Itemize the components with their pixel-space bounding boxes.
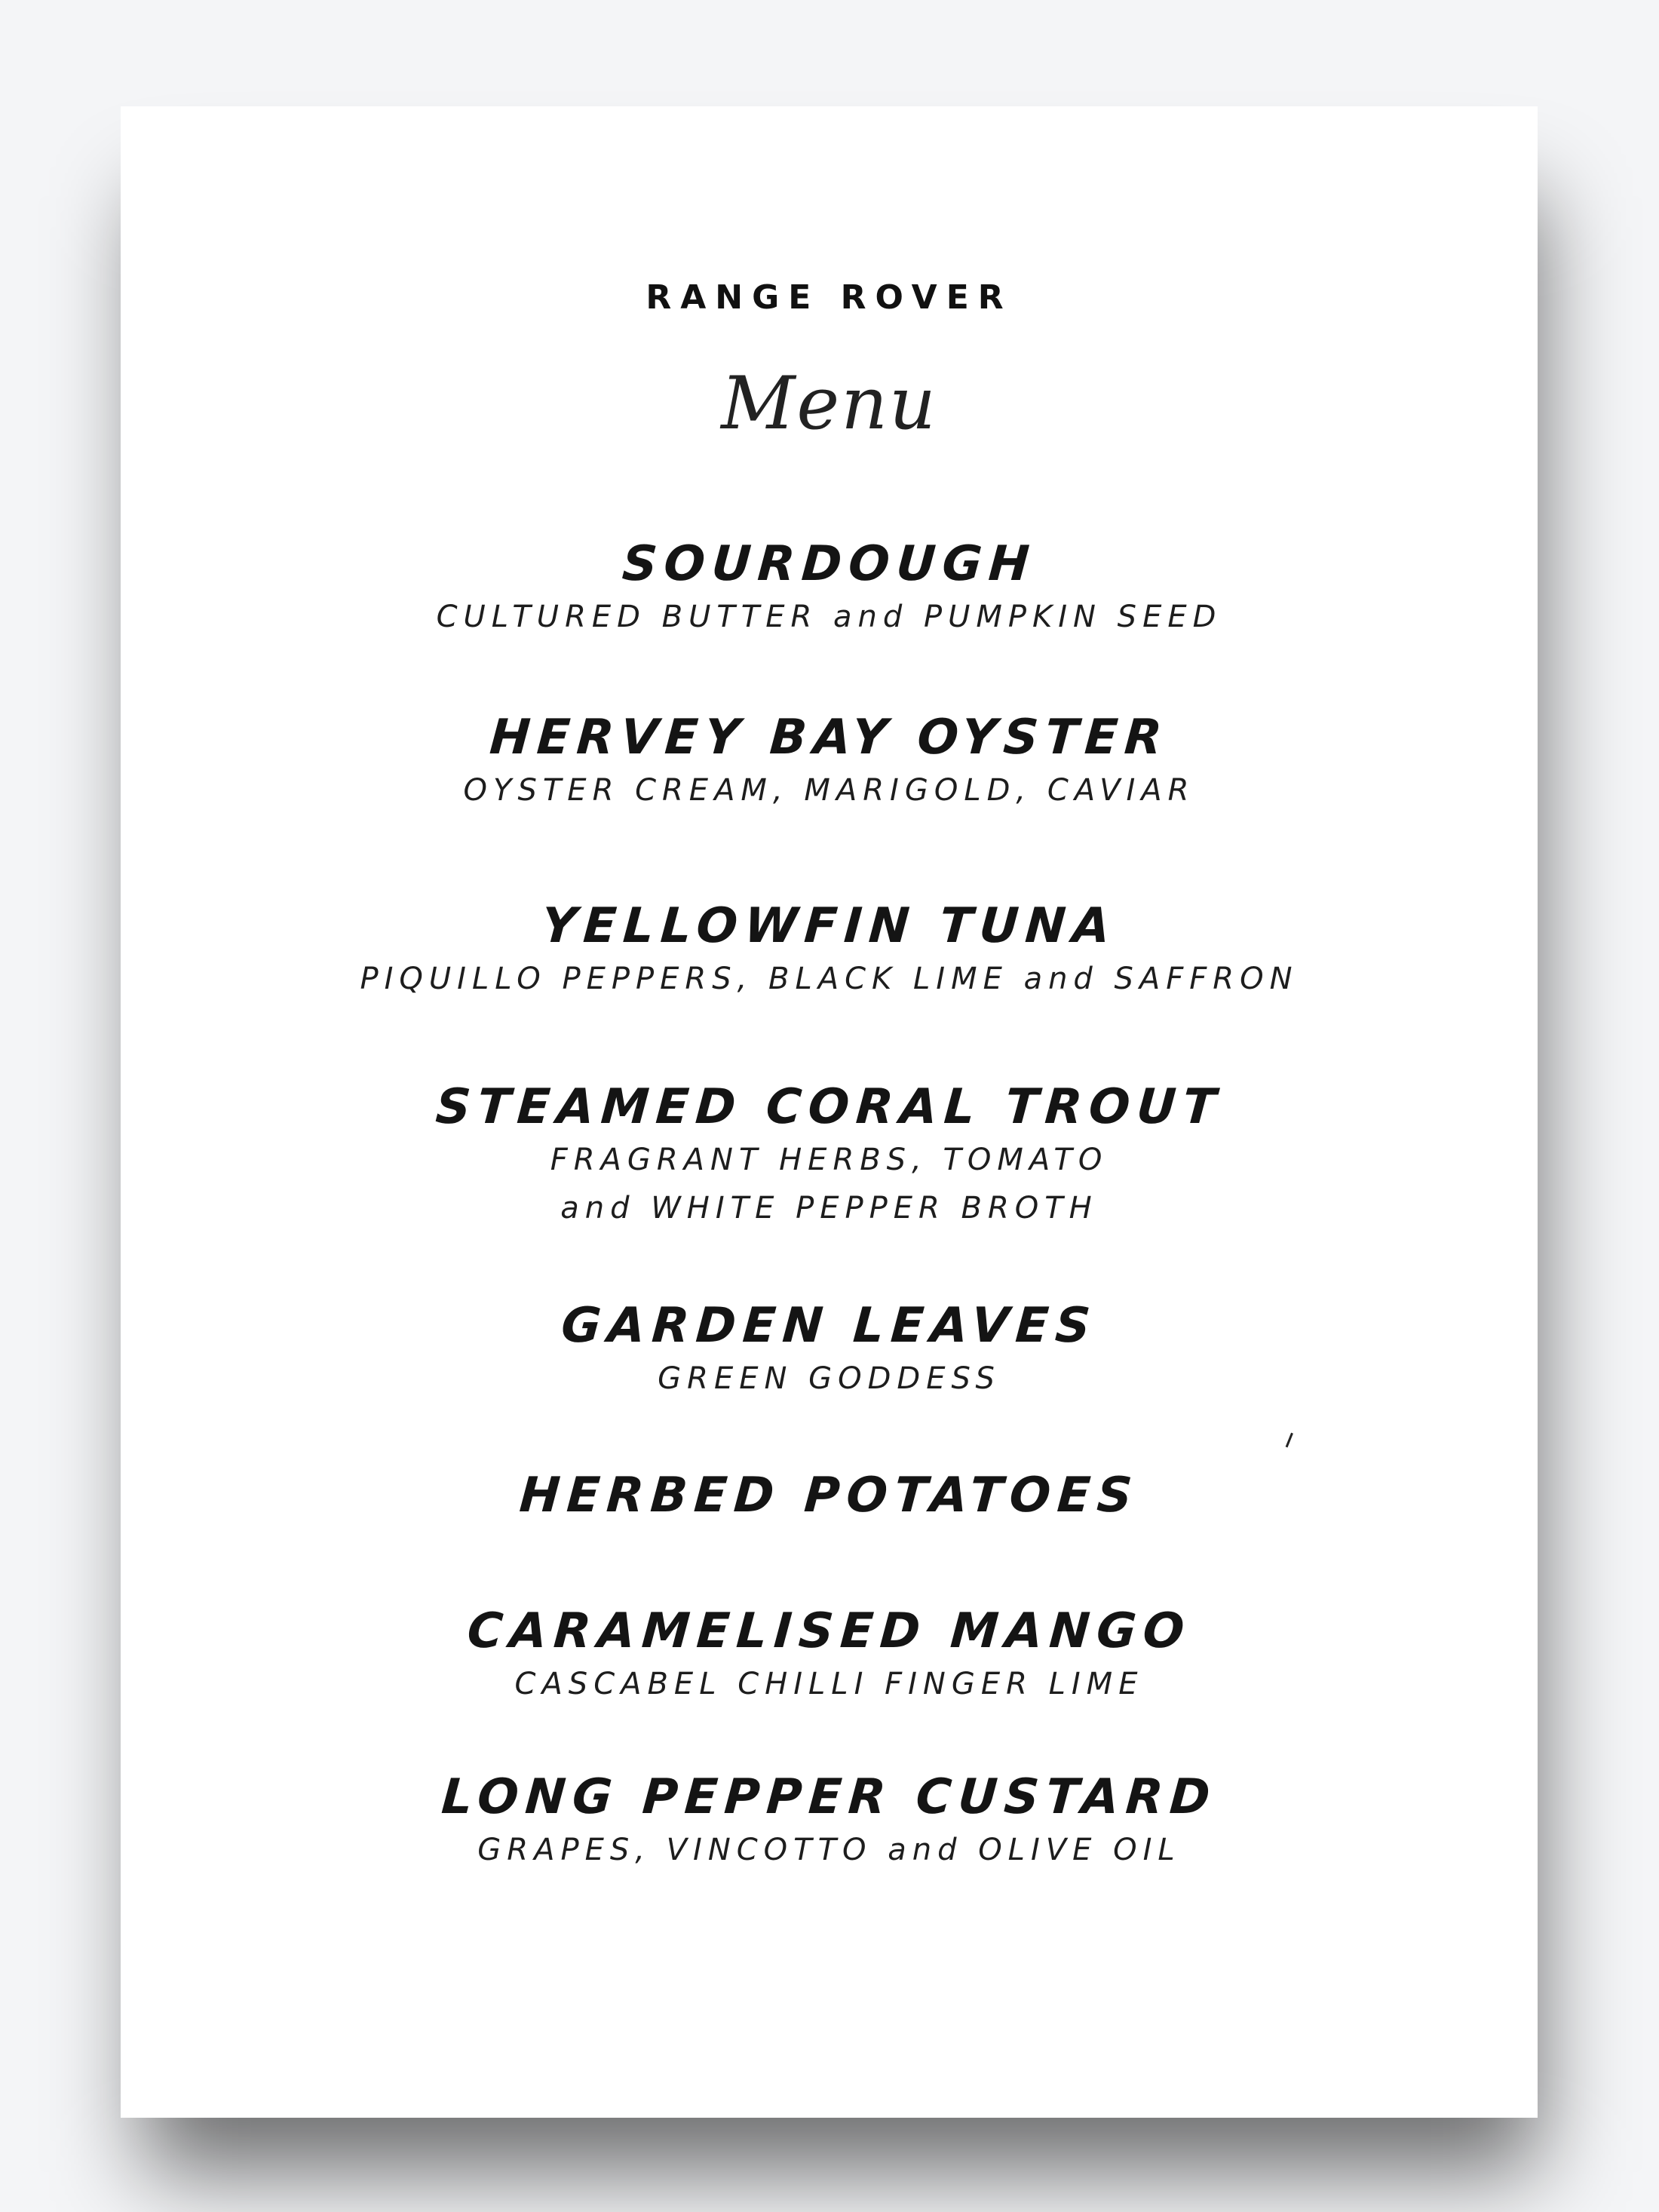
course-name: STEAMED CORAL TROUT xyxy=(434,1079,1225,1135)
course-name: CARAMELISED MANGO xyxy=(465,1603,1193,1659)
course-sourdough xyxy=(121,536,1538,641)
course-long-pepper-custard xyxy=(121,1769,1538,1874)
course-description: CASCABEL CHILLI FINGER LIME xyxy=(514,1667,1144,1701)
course-description: and WHITE PEPPER BROTH xyxy=(560,1191,1098,1226)
course-description: OYSTER CREAM, MARIGOLD, CAVIAR xyxy=(463,773,1195,808)
course-herbed-potatoes xyxy=(121,1468,1538,1523)
ink-mark xyxy=(1286,1433,1299,1450)
course-name: SOURDOUGH xyxy=(620,536,1038,592)
course-steamed-coral-trout xyxy=(121,1079,1538,1232)
menu-card xyxy=(121,106,1538,2118)
brand-wordmark: RANGE ROVER xyxy=(646,278,1013,317)
course-name: YELLOWFIN TUNA xyxy=(539,898,1119,954)
course-description: GREEN GODDESS xyxy=(658,1361,1001,1396)
course-caramelised-mango xyxy=(121,1603,1538,1708)
course-hervey-bay-oyster xyxy=(121,710,1538,815)
course-name: LONG PEPPER CUSTARD xyxy=(440,1769,1219,1825)
course-description: CULTURED BUTTER and PUMPKIN SEED xyxy=(436,600,1222,634)
course-name: HERBED POTATOES xyxy=(517,1468,1141,1523)
course-description: PIQUILLO PEPPERS, BLACK LIME and SAFFRON xyxy=(360,962,1299,996)
course-description: FRAGRANT HERBS, TOMATO xyxy=(550,1143,1109,1177)
course-name: GARDEN LEAVES xyxy=(559,1298,1099,1354)
course-name: HERVEY BAY OYSTER xyxy=(487,710,1171,765)
course-garden-leaves xyxy=(121,1298,1538,1403)
menu-title: Menu xyxy=(721,361,937,446)
course-description: GRAPES, VINCOTTO and OLIVE OIL xyxy=(477,1833,1181,1867)
course-yellowfin-tuna xyxy=(121,898,1538,1003)
